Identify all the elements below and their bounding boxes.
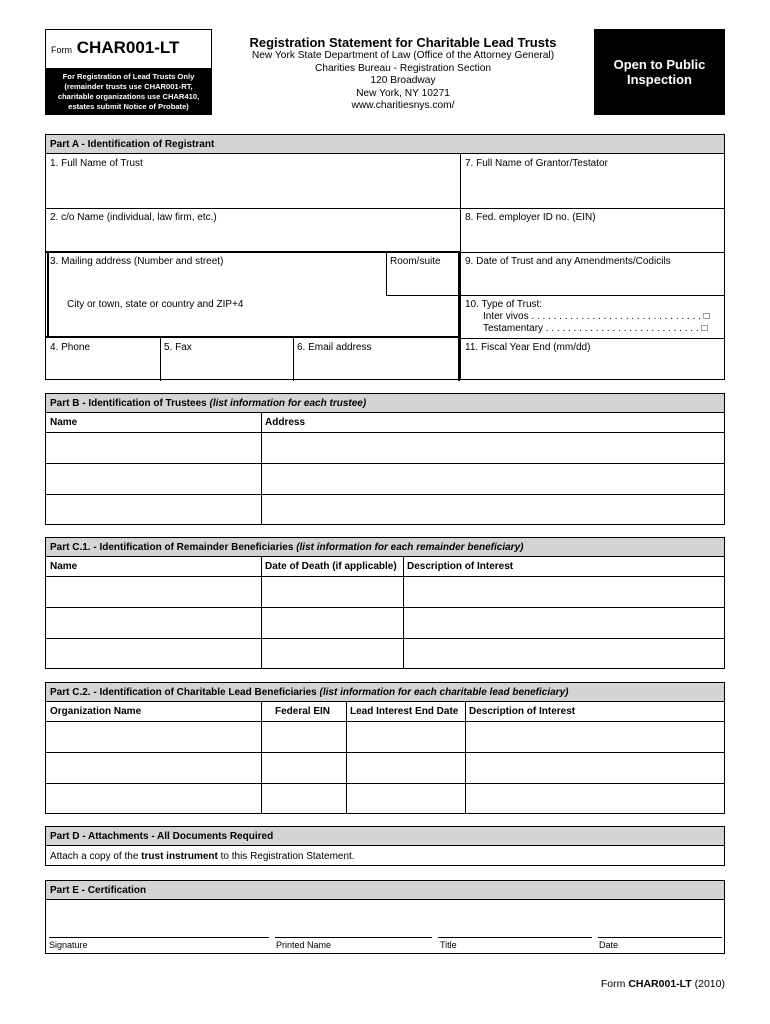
field-4-label: 4. Phone — [50, 342, 91, 353]
col-name: Name — [50, 561, 78, 572]
part-b-section — [45, 393, 725, 525]
col-organization: Organization Name — [50, 706, 142, 717]
title-line[interactable] — [438, 937, 592, 938]
printed-name-line[interactable] — [275, 937, 432, 938]
part-b-heading: Part B - Identification of Trustees (list information for each trustee) — [46, 394, 724, 413]
open-to-public-box: Open to Public Inspection — [594, 29, 725, 115]
field-9-label: 9. Date of Trust and any Amendments/Codicils — [465, 256, 671, 267]
date-label: Date — [599, 940, 619, 950]
col-federal-ein: Federal EIN — [275, 706, 331, 717]
title-label: Title — [440, 940, 457, 950]
field-8-label: 8. Fed. employer ID no. (EIN) — [465, 212, 596, 223]
printed-name-label: Printed Name — [276, 940, 332, 950]
col-description: Description of Interest — [469, 706, 576, 717]
part-c1-heading: Part C.1. - Identification of Remainder Beneficiaries (list information for each remainder beneficiary) — [46, 538, 724, 557]
field-1-label: 1. Full Name of Trust — [50, 158, 143, 169]
part-e-section — [45, 880, 725, 954]
field-10-label: 10. Type of Trust: — [465, 299, 543, 310]
attachment-note: Attach a copy of the trust instrument to this Registration Statement. — [50, 851, 355, 862]
form-header: Registration Statement for Charitable Lead Trusts New York State Department of Law (Office of the Attorney General) Charities Bureau - Registration Section 120 Broadway New York, NY 10271 www.charitiesnys.com/ — [212, 29, 594, 115]
field-11-label: 11. Fiscal Year End (mm/dd) — [465, 342, 591, 353]
part-e-heading: Part E - Certification — [46, 881, 724, 900]
field-6-label: 6. Email address — [297, 342, 372, 353]
field-3-label: 3. Mailing address (Number and street) — [50, 256, 224, 267]
part-c2-heading: Part C.2. - Identification of Charitable Lead Beneficiaries (list information for each charitable lead beneficiary) — [46, 683, 724, 702]
testamentary-checkbox[interactable]: Testamentary . . . . . . . . . . . . . . . . . . . . . . . . . . . . □ — [483, 323, 708, 334]
signature-label: Signature — [49, 940, 88, 950]
col-description: Description of Interest — [407, 561, 514, 572]
field-7-label: 7. Full Name of Grantor/Testator — [465, 158, 608, 169]
website-text: www.charitiesnys.com/ — [351, 100, 455, 111]
form-number: Form CHAR001-LT — [51, 38, 180, 57]
city-label: City or town, state or country and ZIP+4 — [67, 299, 244, 310]
col-end-date: Lead Interest End Date — [350, 706, 459, 717]
signature-line[interactable] — [49, 937, 269, 938]
room-suite-label: Room/suite — [390, 256, 441, 267]
col-address: Address — [265, 417, 306, 428]
date-line[interactable] — [598, 937, 722, 938]
part-a-section — [45, 134, 725, 380]
form-id-box — [45, 29, 212, 115]
part-d-section — [45, 826, 725, 866]
footer-form-id: Form CHAR001-LT (2010) — [600, 978, 725, 990]
inter-vivos-checkbox[interactable]: Inter vivos . . . . . . . . . . . . . . . . . . . . . . . . . . . . . . . □ — [483, 311, 710, 322]
field-5-label: 5. Fax — [164, 342, 192, 353]
col-date-of-death: Date of Death (if applicable) — [265, 561, 397, 572]
col-name: Name — [50, 417, 78, 428]
form-usage-note: For Registration of Lead Trusts Only (remainder trusts use CHAR001-RT, charitable organizations use CHAR410, estates submit Notice of Probate) — [46, 68, 211, 115]
part-c2-section — [45, 682, 725, 814]
part-a-heading: Part A - Identification of Registrant — [46, 135, 724, 154]
part-d-heading: Part D - Attachments - All Documents Required — [46, 827, 724, 846]
field-2-label: 2. c/o Name (individual, law firm, etc.) — [50, 212, 217, 223]
form-title: Registration Statement for Charitable Lead Trusts — [249, 35, 557, 50]
part-c1-section — [45, 537, 725, 669]
